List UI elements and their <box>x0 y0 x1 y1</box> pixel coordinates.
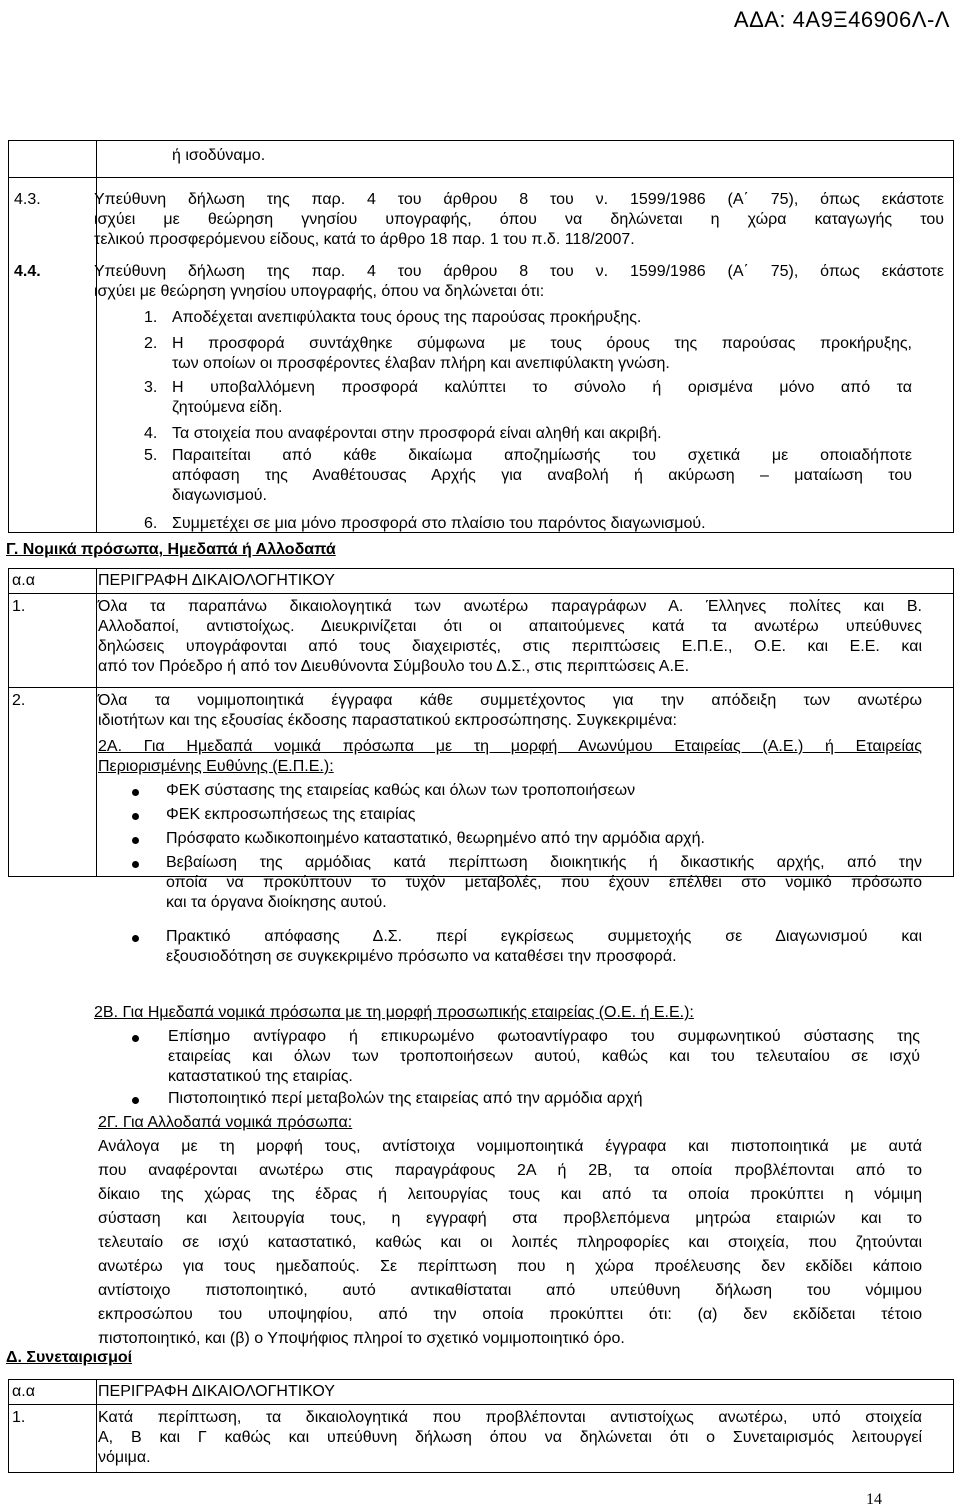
row-divider <box>9 1404 953 1405</box>
row-number: 2. <box>12 692 26 709</box>
row-number: 1. <box>12 598 26 615</box>
row-2-text: Όλα τα νομιμοποιητικά έγγραφα κάθε συμμετέχοντος για την απόδειξη των ανωτέρω ιδιοτήτων και της εξουσίας έκδοσης παραστατικού εκπροσώπησης. Συγκεκριμένα: <box>98 692 922 729</box>
subitem-text: Τα στοιχεία που αναφέρονται στην προσφορά είναι αληθή και ακριβή. <box>172 425 662 442</box>
subitem-text: Αποδέχεται ανεπιφύλακτα τους όρους της παρούσας προκήρυξης. <box>172 309 642 326</box>
subitem-number: 3. <box>144 379 158 396</box>
bullet-icon <box>132 1035 139 1042</box>
subsection-2c-title: 2Γ. Για Αλλοδαπά νομικά πρόσωπα: <box>98 1114 353 1131</box>
bullet-icon <box>132 861 139 868</box>
subsection-2c-text: Ανάλογα με τη μορφή τους, αντίστοιχα νομιμοποιητικά έγγραφα και πιστοποιητικά με αυτά που αναφέρονται ανωτέρω στις παραγράφους 2Α ή 2Β, τα οποία προβλέπονται από το δίκαιο της χώρας της έδρας ή λειτουργίας τους και από τα οποία προκύπτει η νόμιμη σύσταση και λειτουργία τους, η εγγραφή στα προβλεπόμενα μητρώα εταιριών και το τελευταίο σε ισχύ καταστατικό, καθώς και οι λοιπές πληροφορίες και στοιχεία, που ζητούνται ανωτέρω για τους ημεδαπούς. Σε περίπτωση που η χώρα προέλευσης δεν εκδίδει κάποιο αντίστοιχο πιστοποιητικό, αυτό αντικαθίσταται από υπεύθυνη δήλωση του νόμιμου εκπροσώπου του υποψηφίου, από την οποία προκύπτει ότι: (α) δεν εκδίδεται τέτοιο πιστοποιητικό, και (β) ο Υποψήφιος πληροί το σχετικό νομιμοποιητικό όρο. <box>98 1138 922 1347</box>
subitem-number: 5. <box>144 447 158 464</box>
bullet-icon <box>132 935 139 942</box>
subitem-number: 1. <box>144 309 158 326</box>
item-number: 4.4. <box>14 263 41 280</box>
item-4-3-text: Υπεύθυνη δήλωση της παρ. 4 του άρθρου 8 του ν. 1599/1986 (Α΄ 75), όπως εκάστοτε ισχύει με θεώρηση γνησίου υπογραφής, όπου να δηλώνεται η χώρα καταγωγής του τελικού προσφερόμενου είδους, κατά το άρθρο 18 παρ. 1 του π.δ. 118/2007. <box>94 191 944 248</box>
section-g-heading: Γ. Νομικά πρόσωπα, Ημεδαπά ή Αλλοδαπά <box>6 541 336 558</box>
col-header-description: ΠΕΡΙΓΡΑΦΗ ΔΙΚΑΙΟΛΟΓΗΤΙΚΟΥ <box>98 1383 335 1400</box>
subsection-2a-title: 2Α. Για Ημεδαπά νομικά πρόσωπα με τη μορφή Ανωνύμου Εταιρείας (Α.Ε.) ή Εταιρείας Περιορισμένης Ευθύνης (Ε.Π.Ε.): <box>98 738 922 775</box>
col-header-description: ΠΕΡΙΓΡΑΦΗ ΔΙΚΑΙΟΛΟΓΗΤΙΚΟΥ <box>98 572 335 589</box>
subitem-number: 6. <box>144 515 158 532</box>
subsection-2b-title: 2Β. Για Ημεδαπά νομικά πρόσωπα με τη μορφή προσωπικής εταιρείας (Ο.Ε. ή Ε.Ε.): <box>94 1004 694 1021</box>
subitem-text: Η προσφορά συντάχθηκε σύμφωνα με τους όρους της παρούσας προκήρυξης, των οποίων οι προσφέροντες έλαβαν πλήρη και ανεπιφύλακτη γνώση. <box>172 335 912 372</box>
row-1-text: Όλα τα παραπάνω δικαιολογητικά των ανωτέρω παραγράφων Α. Έλληνες πολίτες και Β. Αλλοδαποί, αντιστοίχως. Διευκρινίζεται ότι οι απαιτούμενες κατά τα ανωτέρω υπεύθυνες δηλώσεις υπογράφονται από τους διαχειριστές, στις περιπτώσεις Ε.Π.Ε., Ο.Ε. και Ε.Ε. και από τον Πρόεδρο ή από τον Διευθύνοντα Σύμβουλο του Δ.Σ., στις περιπτώσεις Α.Ε. <box>98 598 922 675</box>
bullet-icon <box>132 789 139 796</box>
ada-header: ΑΔΑ: 4Α9Ξ46906Λ-Λ <box>733 7 950 32</box>
row-divider <box>9 687 953 688</box>
page-number: 14 <box>866 1491 882 1508</box>
subitem-text: Συμμετέχει σε μια μόνο προσφορά στο πλαίσιο του παρόντος διαγωνισμού. <box>172 515 706 532</box>
row-number: 1. <box>12 1409 26 1426</box>
subitem-number: 4. <box>144 425 158 442</box>
bullet-item: ΦΕΚ εκπροσωπήσεως της εταιρίας <box>166 806 416 823</box>
subitem-number: 2. <box>144 335 158 352</box>
row-divider <box>9 177 953 178</box>
bullet-icon <box>132 1097 139 1104</box>
bullet-item: Πρακτικό απόφασης Δ.Σ. περί εγκρίσεως συμμετοχής σε Διαγωνισμού και εξουσιοδότηση σε συγκεκριμένο πρόσωπο να καταθέσει την προσφορά. <box>166 928 922 965</box>
item-number: 4.3. <box>14 191 41 208</box>
row-divider <box>9 593 953 594</box>
bullet-icon <box>132 813 139 820</box>
bullet-item: Πιστοποιητικό περί μεταβολών της εταιρείας από την αρμόδια αρχή <box>168 1090 643 1107</box>
col-header-number: α.α <box>12 1383 35 1400</box>
item-4-4-text: Υπεύθυνη δήλωση της παρ. 4 του άρθρου 8 του ν. 1599/1986 (Α΄ 75), όπως εκάστοτε ισχύει με θεώρηση γνησίου υπογραφής, όπου να δηλώνεται ότι: <box>94 263 944 300</box>
subitem-text: Παραιτείται από κάθε δικαίωμα αποζημίωσής του σχετικά με οποιαδήποτε απόφαση της Αναθέτουσας Αρχής για αναβολή ή ακύρωση – ματαίωση του διαγωνισμού. <box>172 447 912 504</box>
bullet-item: Πρόσφατο κωδικοποιημένο καταστατικό, θεωρημένο από την αρμόδια αρχή. <box>166 830 705 847</box>
subitem-text: Η υποβαλλόμενη προσφορά καλύπτει το σύνολο ή ορισμένα μόνο από τα ζητούμενα είδη. <box>172 379 912 416</box>
section-d-heading: Δ. Συνεταιρισμοί <box>6 1349 133 1366</box>
bullet-item: Βεβαίωση της αρμόδιας κατά περίπτωση διοικητικής ή δικαστικής αρχής, από την οποία να προκύπτουν το τυχόν μεταβολές, που έχουν επέλθει στο νομικό πρόσωπο και τα όργανα διοίκησης αυτού. <box>166 854 922 911</box>
row-text-equivalent: ή ισοδύναμο. <box>172 147 266 164</box>
col-header-number: α.α <box>12 572 35 589</box>
row-1-text: Κατά περίπτωση, τα δικαιολογητικά που προβλέπονται αντιστοίχως ανωτέρω, υπό στοιχεία Α, Β και Γ καθώς και υπεύθυνη δήλωση όπου να δηλώνεται ότι ο Συνεταιρισμός λειτουργεί νόμιμα. <box>98 1409 922 1466</box>
bullet-item: ΦΕΚ σύστασης της εταιρείας καθώς και όλων των τροποποιήσεων <box>166 782 636 799</box>
bullet-icon <box>132 837 139 844</box>
bullet-item: Επίσημο αντίγραφο ή επικυρωμένο φωτοαντίγραφο του συμφωνητικού σύστασης της εταιρείας και όλων των τροποποιήσεων αυτού, καθώς και του τελευταίου σε ισχύ καταστατικού της εταιρίας. <box>168 1028 920 1085</box>
